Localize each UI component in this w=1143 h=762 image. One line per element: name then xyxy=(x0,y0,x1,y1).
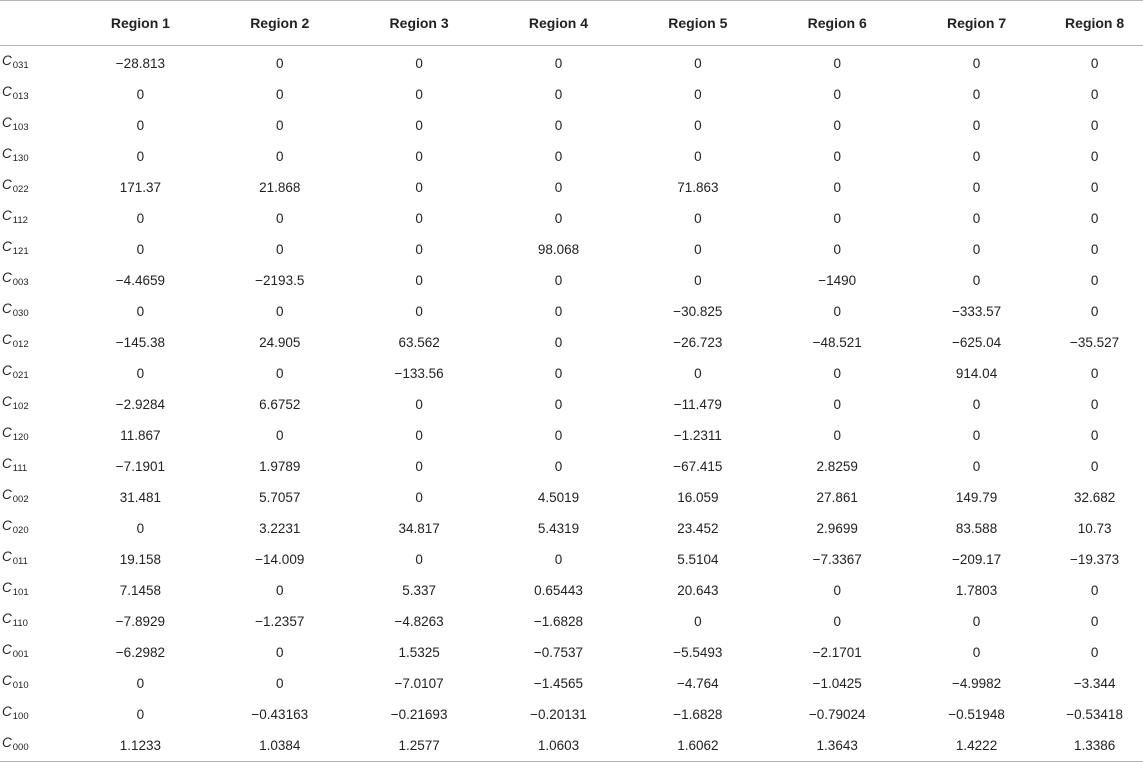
value-cell-region-3: −0.21693 xyxy=(390,706,448,722)
value-cell-region-8: 0 xyxy=(1090,210,1099,226)
table-row xyxy=(0,110,1143,141)
value-cell-region-6: 0 xyxy=(833,210,841,226)
value-cell-region-1: −4.4659 xyxy=(115,272,165,288)
value-cell-region-3: 1.5325 xyxy=(398,644,440,660)
row-label-subscript: 112 xyxy=(12,215,28,226)
row-label-letter: C xyxy=(2,611,12,626)
value-cell-region-2: 0 xyxy=(276,117,284,133)
value-cell-region-4: −0.20131 xyxy=(530,706,587,722)
value-cell-region-8: 0 xyxy=(1090,86,1099,102)
value-cell-region-3: 34.817 xyxy=(398,520,440,536)
value-cell-region-4: 5.4319 xyxy=(537,520,580,536)
value-cell-region-2: 0 xyxy=(276,427,284,443)
value-cell-region-7: −625.04 xyxy=(951,334,1002,350)
table-row xyxy=(0,327,1143,358)
row-label xyxy=(0,482,71,513)
value-cell-region-5: −26.723 xyxy=(673,334,723,350)
value-cell-region-1: 0 xyxy=(136,117,145,133)
value-cell-region-1: −6.2982 xyxy=(115,644,165,660)
value-cell-region-3: −133.56 xyxy=(394,365,444,381)
value-cell-region-2: 0 xyxy=(276,55,284,71)
row-label-letter: C xyxy=(2,53,12,68)
table-row xyxy=(0,46,1143,80)
value-cell-region-8: 32.682 xyxy=(1073,489,1116,505)
value-cell-region-2: −14.009 xyxy=(255,551,305,567)
value-cell-region-4: 0 xyxy=(554,55,563,71)
row-label-letter: C xyxy=(2,642,12,657)
row-label xyxy=(0,575,71,606)
value-cell-region-8: −3.344 xyxy=(1073,675,1116,691)
table-row xyxy=(0,141,1143,172)
table-row xyxy=(0,234,1143,265)
value-cell-region-3: 0 xyxy=(415,427,423,443)
row-label xyxy=(0,451,71,482)
row-label xyxy=(0,606,71,637)
value-cell-region-2: 6.6752 xyxy=(259,396,301,412)
value-cell-region-4: −1.6828 xyxy=(533,613,584,629)
table-row xyxy=(0,203,1143,234)
value-cell-region-3: 0 xyxy=(415,303,423,319)
value-cell-region-4: 0 xyxy=(554,365,563,381)
row-label-subscript: 002 xyxy=(12,494,29,505)
row-label-subscript: 010 xyxy=(12,680,29,691)
value-cell-region-4: 98.068 xyxy=(537,241,580,257)
value-cell-region-4: 0 xyxy=(554,148,563,164)
value-cell-region-6: 0 xyxy=(833,582,841,598)
value-cell-region-6: −7.3367 xyxy=(812,551,862,567)
value-cell-region-7: 0 xyxy=(972,613,981,629)
value-cell-region-7: 149.79 xyxy=(955,489,998,505)
column-header-region-1: Region 1 xyxy=(71,1,210,46)
row-label-subscript: 121 xyxy=(12,246,29,257)
value-cell-region-1: −7.8929 xyxy=(115,613,165,629)
value-cell-region-8: 1.3386 xyxy=(1046,730,1143,762)
table-row xyxy=(0,606,1143,637)
row-label-subscript: 120 xyxy=(12,432,29,443)
row-label-subscript: 031 xyxy=(12,60,29,71)
value-cell-region-2: 1.9789 xyxy=(259,458,301,474)
value-cell-region-4: 0 xyxy=(554,396,563,412)
value-cell-region-4: 0 xyxy=(554,86,563,102)
row-label-letter: C xyxy=(2,301,12,316)
value-cell-region-8: 0 xyxy=(1090,303,1099,319)
value-cell-region-3: 0 xyxy=(415,179,423,195)
column-header-region-7: Region 7 xyxy=(907,1,1046,46)
value-cell-region-6: 0 xyxy=(833,148,841,164)
row-label xyxy=(0,389,71,420)
row-label-letter: C xyxy=(2,704,12,719)
row-label-subscript: 000 xyxy=(12,742,29,753)
value-cell-region-7: 1.7803 xyxy=(955,582,998,598)
row-label xyxy=(0,327,71,358)
value-cell-region-2: 0 xyxy=(276,644,284,660)
row-label-letter: C xyxy=(2,673,12,688)
value-cell-region-3: 0 xyxy=(415,396,423,412)
row-label-letter: C xyxy=(2,84,12,99)
table-row xyxy=(0,172,1143,203)
column-header-region-6: Region 6 xyxy=(768,1,907,46)
column-header-region-3: Region 3 xyxy=(349,1,488,46)
value-cell-region-7: 0 xyxy=(972,148,981,164)
value-cell-region-4: 0 xyxy=(554,303,563,319)
value-cell-region-8: 0 xyxy=(1090,117,1099,133)
value-cell-region-6: 0 xyxy=(833,427,841,443)
value-cell-region-1: −145.38 xyxy=(115,334,165,350)
value-cell-region-8: 10.73 xyxy=(1077,520,1112,536)
value-cell-region-2: −0.43163 xyxy=(251,706,309,722)
row-label xyxy=(0,141,71,172)
value-cell-region-4: −0.7537 xyxy=(533,644,584,660)
value-cell-region-5: −4.764 xyxy=(677,675,719,691)
row-label-letter: C xyxy=(2,580,12,595)
value-cell-region-1: −28.813 xyxy=(115,55,165,71)
value-cell-region-6: −1490 xyxy=(818,272,857,288)
value-cell-region-1: 0 xyxy=(136,210,145,226)
row-label xyxy=(0,234,71,265)
value-cell-region-3: 0 xyxy=(415,148,423,164)
value-cell-region-6: 0 xyxy=(833,396,841,412)
value-cell-region-8: 0 xyxy=(1090,396,1099,412)
value-cell-region-5: 0 xyxy=(694,86,702,102)
value-cell-region-2: 0 xyxy=(276,675,284,691)
value-cell-region-4: −1.4565 xyxy=(533,675,584,691)
value-cell-region-4: 0 xyxy=(554,458,563,474)
value-cell-region-5: −1.2311 xyxy=(673,427,722,443)
value-cell-region-5: −11.479 xyxy=(673,396,722,412)
value-cell-region-6: 0 xyxy=(833,303,841,319)
row-label xyxy=(0,699,71,730)
row-label-subscript: 020 xyxy=(12,525,29,536)
column-header-region-5: Region 5 xyxy=(628,1,767,46)
value-cell-region-5: 0 xyxy=(694,148,702,164)
value-cell-region-5: −30.825 xyxy=(673,303,723,319)
row-label xyxy=(0,203,71,234)
value-cell-region-3: −4.8263 xyxy=(394,613,444,629)
value-cell-region-2: 0 xyxy=(276,210,284,226)
value-cell-region-1: 7.1458 xyxy=(119,582,162,598)
table-row xyxy=(0,668,1143,699)
row-label-letter: C xyxy=(2,363,12,378)
value-cell-region-7: 0 xyxy=(972,396,981,412)
value-cell-region-2: 1.0384 xyxy=(210,730,349,762)
row-label-subscript: 011 xyxy=(12,556,28,567)
value-cell-region-7: 914.04 xyxy=(955,365,998,381)
value-cell-region-6: 0 xyxy=(833,86,841,102)
row-label xyxy=(0,730,71,762)
row-label xyxy=(0,296,71,327)
value-cell-region-4: 0 xyxy=(554,179,563,195)
value-cell-region-5: 1.6062 xyxy=(628,730,767,762)
row-label-subscript: 030 xyxy=(12,308,29,319)
row-label-subscript: 101 xyxy=(12,587,29,598)
row-label-letter: C xyxy=(2,394,12,409)
value-cell-region-6: 0 xyxy=(833,613,841,629)
value-cell-region-5: 0 xyxy=(694,210,702,226)
value-cell-region-4: 1.0603 xyxy=(489,730,628,762)
value-cell-region-5: 0 xyxy=(694,272,702,288)
value-cell-region-8: 0 xyxy=(1090,427,1099,443)
value-cell-region-6: 0 xyxy=(833,55,841,71)
value-cell-region-4: 0 xyxy=(554,334,563,350)
row-label-subscript: 100 xyxy=(12,711,29,722)
table-row xyxy=(0,420,1143,451)
value-cell-region-5: 20.643 xyxy=(677,582,719,598)
value-cell-region-3: 5.337 xyxy=(402,582,437,598)
value-cell-region-8: 0 xyxy=(1090,179,1099,195)
table-row xyxy=(0,389,1143,420)
value-cell-region-1: 19.158 xyxy=(119,551,162,567)
value-cell-region-6: 0 xyxy=(833,241,841,257)
value-cell-region-2: 0 xyxy=(276,241,284,257)
value-cell-region-2: 5.7057 xyxy=(259,489,301,505)
value-cell-region-7: 0 xyxy=(972,272,981,288)
table-row xyxy=(0,513,1143,544)
value-cell-region-7: 1.4222 xyxy=(907,730,1046,762)
value-cell-region-5: 23.452 xyxy=(677,520,719,536)
value-cell-region-8: 0 xyxy=(1090,365,1099,381)
row-label-letter: C xyxy=(2,270,12,285)
row-label-letter: C xyxy=(2,487,12,502)
value-cell-region-3: −7.0107 xyxy=(394,675,444,691)
value-cell-region-5: 16.059 xyxy=(677,489,719,505)
row-label-letter: C xyxy=(2,208,12,223)
value-cell-region-1: 0 xyxy=(136,148,145,164)
value-cell-region-7: 0 xyxy=(972,55,981,71)
value-cell-region-7: 0 xyxy=(972,117,981,133)
value-cell-region-8: 0 xyxy=(1090,55,1099,71)
value-cell-region-5: 71.863 xyxy=(677,179,719,195)
row-label-subscript: 103 xyxy=(12,122,29,133)
value-cell-region-1: 0 xyxy=(136,706,145,722)
value-cell-region-3: 0 xyxy=(415,55,423,71)
row-label-letter: C xyxy=(2,146,12,161)
value-cell-region-5: −1.6828 xyxy=(673,706,723,722)
value-cell-region-4: 0 xyxy=(554,272,563,288)
value-cell-region-6: 27.861 xyxy=(816,489,858,505)
value-cell-region-6: −0.79024 xyxy=(808,706,866,722)
row-label-letter: C xyxy=(2,549,12,564)
row-label-subscript: 022 xyxy=(12,184,29,195)
value-cell-region-8: 0 xyxy=(1090,458,1099,474)
header-row xyxy=(0,1,1143,46)
row-label-subscript: 001 xyxy=(12,649,29,660)
value-cell-region-8: 0 xyxy=(1090,241,1099,257)
value-cell-region-8: −19.373 xyxy=(1070,551,1120,567)
value-cell-region-4: 0 xyxy=(554,117,563,133)
value-cell-region-6: 0 xyxy=(833,179,841,195)
value-cell-region-3: 1.2577 xyxy=(349,730,488,762)
value-cell-region-1: 31.481 xyxy=(119,489,162,505)
value-cell-region-7: −333.57 xyxy=(951,303,1002,319)
row-label xyxy=(0,46,71,80)
row-label xyxy=(0,420,71,451)
value-cell-region-1: 0 xyxy=(136,365,145,381)
row-label-subscript: 003 xyxy=(12,277,29,288)
value-cell-region-2: 0 xyxy=(276,582,284,598)
value-cell-region-5: −5.5493 xyxy=(673,644,723,660)
row-label-letter: C xyxy=(2,735,12,750)
value-cell-region-1: 0 xyxy=(136,303,145,319)
value-cell-region-7: 0 xyxy=(972,241,981,257)
value-cell-region-7: 0 xyxy=(972,427,981,443)
value-cell-region-7: 0 xyxy=(972,86,981,102)
value-cell-region-2: 3.2231 xyxy=(259,520,301,536)
value-cell-region-6: 0 xyxy=(833,365,841,381)
value-cell-region-4: 0 xyxy=(554,427,563,443)
value-cell-region-8: 0 xyxy=(1090,272,1099,288)
value-cell-region-6: −2.1701 xyxy=(812,644,862,660)
value-cell-region-8: 0 xyxy=(1090,613,1099,629)
value-cell-region-1: 0 xyxy=(136,520,145,536)
row-label xyxy=(0,172,71,203)
table-row xyxy=(0,699,1143,730)
row-label-letter: C xyxy=(2,177,12,192)
value-cell-region-5: 0 xyxy=(694,241,702,257)
value-cell-region-7: 83.588 xyxy=(955,520,998,536)
column-header-region-4: Region 4 xyxy=(489,1,628,46)
row-label xyxy=(0,358,71,389)
value-cell-region-4: 0 xyxy=(554,551,563,567)
value-cell-region-7: 0 xyxy=(972,210,981,226)
row-label xyxy=(0,637,71,668)
value-cell-region-3: 0 xyxy=(415,272,423,288)
value-cell-region-3: 0 xyxy=(415,86,423,102)
value-cell-region-2: 0 xyxy=(276,148,284,164)
value-cell-region-7: 0 xyxy=(972,644,981,660)
value-cell-region-2: −1.2357 xyxy=(255,613,305,629)
value-cell-region-1: 171.37 xyxy=(119,179,162,195)
value-cell-region-8: −35.527 xyxy=(1070,334,1120,350)
row-label-letter: C xyxy=(2,518,12,533)
table-row xyxy=(0,544,1143,575)
value-cell-region-3: 0 xyxy=(415,551,423,567)
row-label-letter: C xyxy=(2,425,12,440)
row-label xyxy=(0,110,71,141)
value-cell-region-4: 0.65443 xyxy=(534,582,583,598)
value-cell-region-5: 0 xyxy=(694,365,702,381)
value-cell-region-4: 0 xyxy=(554,210,563,226)
value-cell-region-1: −2.9284 xyxy=(115,396,165,412)
row-label xyxy=(0,668,71,699)
row-label-subscript: 110 xyxy=(12,618,28,629)
row-label-letter: C xyxy=(2,332,12,347)
table-row xyxy=(0,575,1143,606)
value-cell-region-2: 0 xyxy=(276,86,284,102)
table-row xyxy=(0,358,1143,389)
table-row xyxy=(0,451,1143,482)
value-cell-region-1: 0 xyxy=(136,675,145,691)
row-label-subscript: 013 xyxy=(12,91,29,102)
value-cell-region-6: 2.9699 xyxy=(816,520,858,536)
value-cell-region-5: 0 xyxy=(694,55,702,71)
table-row xyxy=(0,296,1143,327)
value-cell-region-8: 0 xyxy=(1090,148,1099,164)
value-cell-region-6: −1.0425 xyxy=(812,675,862,691)
value-cell-region-2: 0 xyxy=(276,303,284,319)
value-cell-region-1: 0 xyxy=(136,86,145,102)
table-header xyxy=(0,1,1143,46)
value-cell-region-6: 0 xyxy=(833,117,841,133)
value-cell-region-3: 63.562 xyxy=(398,334,440,350)
value-cell-region-2: −2193.5 xyxy=(255,272,305,288)
value-cell-region-6: 2.8259 xyxy=(816,458,858,474)
value-cell-region-5: −67.415 xyxy=(673,458,723,474)
value-cell-region-2: 0 xyxy=(276,365,284,381)
value-cell-region-7: −209.17 xyxy=(951,551,1002,567)
value-cell-region-2: 21.868 xyxy=(259,179,301,195)
value-cell-region-3: 0 xyxy=(415,241,423,257)
value-cell-region-7: −4.9982 xyxy=(951,675,1002,691)
table-row xyxy=(0,265,1143,296)
row-label-subscript: 130 xyxy=(12,153,29,164)
value-cell-region-6: 1.3643 xyxy=(768,730,907,762)
value-cell-region-4: 4.5019 xyxy=(537,489,580,505)
value-cell-region-3: 0 xyxy=(415,117,423,133)
value-cell-region-7: −0.51948 xyxy=(948,706,1005,722)
value-cell-region-5: 0 xyxy=(694,613,702,629)
value-cell-region-6: −48.521 xyxy=(812,334,862,350)
value-cell-region-8: −0.53418 xyxy=(1066,706,1123,722)
value-cell-region-8: 0 xyxy=(1090,644,1099,660)
table-row xyxy=(0,79,1143,110)
value-cell-region-3: 0 xyxy=(415,489,423,505)
row-label xyxy=(0,265,71,296)
table-row xyxy=(0,637,1143,668)
row-label-letter: C xyxy=(2,115,12,130)
row-label-letter: C xyxy=(2,239,12,254)
table-row xyxy=(0,482,1143,513)
corner-cell xyxy=(0,1,71,46)
value-cell-region-1: 0 xyxy=(136,241,145,257)
value-cell-region-5: 0 xyxy=(694,117,702,133)
row-label-subscript: 111 xyxy=(12,463,28,474)
row-label-letter: C xyxy=(2,456,12,471)
value-cell-region-3: 0 xyxy=(415,210,423,226)
column-header-region-2: Region 2 xyxy=(210,1,349,46)
value-cell-region-7: 0 xyxy=(972,179,981,195)
row-label-subscript: 102 xyxy=(12,401,29,412)
column-header-region-8: Region 8 xyxy=(1046,1,1143,46)
value-cell-region-1: 1.1233 xyxy=(71,730,210,762)
row-label xyxy=(0,513,71,544)
value-cell-region-2: 24.905 xyxy=(259,334,301,350)
value-cell-region-1: 11.867 xyxy=(120,427,161,443)
table-row xyxy=(0,730,1143,762)
value-cell-region-5: 5.5104 xyxy=(677,551,719,567)
value-cell-region-7: 0 xyxy=(972,458,981,474)
row-label xyxy=(0,79,71,110)
value-cell-region-3: 0 xyxy=(415,458,423,474)
row-label xyxy=(0,544,71,575)
value-cell-region-1: −7.1901 xyxy=(115,458,165,474)
table-body xyxy=(0,46,1143,762)
row-label-subscript: 021 xyxy=(12,370,29,381)
value-cell-region-8: 0 xyxy=(1090,582,1099,598)
row-label-subscript: 012 xyxy=(12,339,29,350)
